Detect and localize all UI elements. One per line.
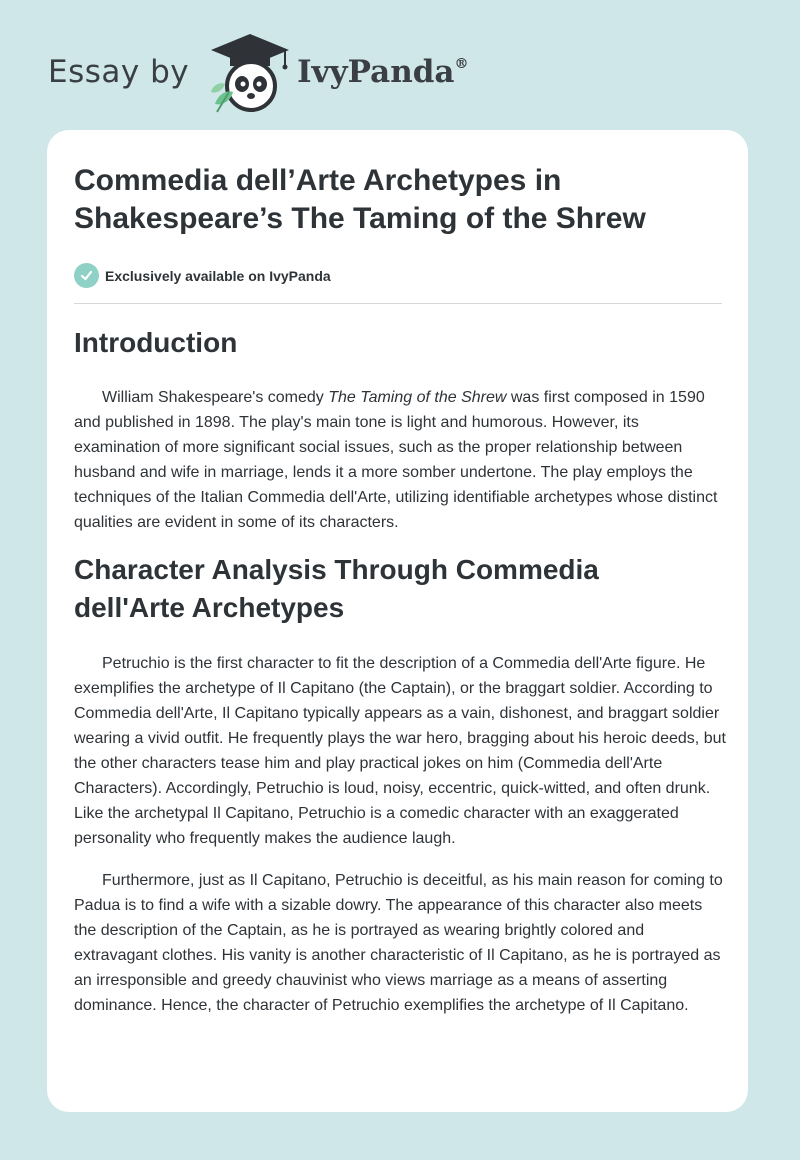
divider <box>74 303 722 304</box>
section-heading-character-analysis: Character Analysis Through Commedia dell'Arte Archetypes <box>74 554 599 623</box>
registered-mark: ® <box>454 56 469 72</box>
checkmark-icon <box>74 263 99 288</box>
body-paragraph: Furthermore, just as Il Capitano, Petruchio is deceitful, as his main reason for coming to Padua is to find a wife with a sizable dowry. The appearance of this character also meets the description of the Captain, as he is portrayed as wearing brightly colored and extravagant clothes. His vanity is another characteristic of Il Capitano, as he is portrayed as an irresponsible and greedy chauvinist who views marriage as a means of asserting dominance. Hence, the character of Petruchio exemplifies the archetype of Il Capitano. <box>74 872 723 1014</box>
panda-with-graduation-cap-icon[interactable] <box>205 30 295 114</box>
section-heading-introduction: Introduction <box>74 327 238 358</box>
exclusive-label: Exclusively available on IvyPanda <box>105 267 331 284</box>
intro-text-start: William Shakespeare's comedy <box>102 389 329 406</box>
site-header <box>48 30 469 114</box>
page-title: Commedia dell’Arte Archetypes in Shakespeare’s The Taming of the Shrew <box>74 164 646 235</box>
exclusive-badge <box>74 263 331 288</box>
brand-name[interactable]: IvyPanda® <box>297 54 469 90</box>
play-title-emphasis: The Taming of the Shrew <box>328 389 507 406</box>
essay-card <box>47 130 748 1112</box>
brand-prefix: Essay by <box>48 54 190 90</box>
body-paragraph: Petruchio is the first character to fit the description of a Commedia dell'Arte figure. He exemplifies the archetype of Il Capitano (the Captain), or the braggart soldier. According to Commedia dell'Arte, Il Capitano typically appears as a vain, dishonest, and braggart soldier wearing a vivid outfit. He frequently plays the war hero, bragging about his heroic deeds, but the other characters tease him and play practical jokes on him (Commedia dell'Arte Characters). Accordingly, Petruchio is loud, noisy, eccentric, quick-witted, and often drunk. Like the archetypal Il Capitano, Petruchio is a comedic character with an exaggerated personality who frequently makes the audience laugh. <box>74 655 726 847</box>
intro-paragraph <box>74 385 726 535</box>
intro-text-end: was first composed in 1590 and published in 1898. The play's main tone is light and humorous. However, its examination of more significant social issues, such as the proper relationship between husband and wife in marriage, lends it a more somber undertone. The play employs the techniques of the Italian Commedia dell'Arte, utilizing identifiable archetypes whose distinct qualities are evident in some of its characters. <box>74 389 718 531</box>
